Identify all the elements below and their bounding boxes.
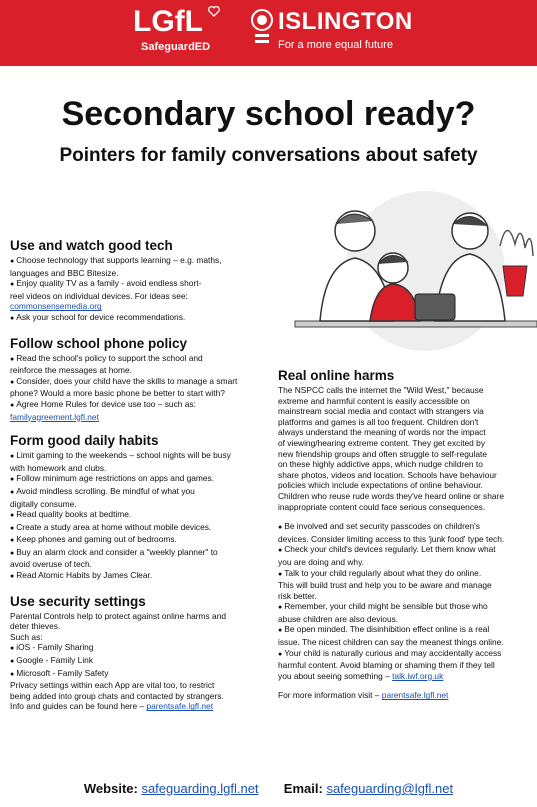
bullet-icon: ●: [10, 281, 15, 289]
text-line: mainstream social media and contact with strangers via: [278, 406, 484, 417]
bullet-icon: ●: [10, 258, 15, 265]
text-line: This will build trust and help you to be aware and manage: [278, 580, 492, 591]
bullet-icon: ●: [278, 650, 283, 658]
bullet-icon: ●: [10, 355, 15, 363]
text-line: policies which include expectations of online behaviour.: [278, 480, 483, 491]
section-good-tech: [10, 238, 272, 325]
bullet-item: ● Read Atomic Habits by James Clear.: [10, 570, 153, 581]
family-illustration: [275, 186, 537, 352]
footer-contact: [0, 780, 537, 798]
section-heading: Follow school phone policy: [10, 335, 188, 351]
bullet-icon: ●: [10, 537, 15, 545]
right-column: [278, 368, 532, 701]
bullet-icon: ●: [10, 549, 15, 557]
text-line: inappropriate content could face serious consequences.: [278, 501, 486, 512]
bullet-item: ● Talk to your child regularly about what they do online.: [278, 567, 482, 578]
text-line: languages and BBC Bitesize.: [10, 267, 119, 278]
section-heading: Use and watch good tech: [10, 238, 173, 253]
section-heading: Real online harms: [278, 368, 395, 383]
lgfl-wordmark: LGfL: [133, 5, 203, 38]
text-line: issue. The nicest children can say the meanest things online.: [278, 637, 504, 648]
text-line: always understand the meaning of words nor the impact: [278, 427, 486, 438]
section-daily-habits: [10, 433, 272, 583]
parentsafe-link[interactable]: parentsafe.lgfl.net: [146, 701, 214, 712]
harms-paragraph: [278, 385, 532, 512]
bullet-icon: ●: [10, 670, 15, 678]
bullet-item: ● Limit gaming to the weekends – school nights will be busy: [10, 450, 231, 461]
commonsense-link[interactable]: commonsensemedia.org: [10, 301, 102, 312]
text-line: Parental Controls help to protect against online harms and: [10, 610, 227, 621]
page-title: Secondary school ready?: [61, 95, 476, 133]
bullet-icon: ●: [10, 573, 15, 581]
bullet-icon: ●: [10, 645, 15, 653]
page-subtitle: Pointers for family conversations about safety: [59, 145, 478, 166]
text-line: reinforce the messages at home.: [10, 365, 132, 376]
familyagreement-link[interactable]: familyagreement.lgfl.net: [10, 411, 99, 422]
bullet-item: ● Avoid mindless scrolling. Be mindful of what you: [10, 485, 195, 496]
bullet-item: ● Follow minimum age restrictions on apps and games.: [10, 473, 215, 484]
text-line: abuse children are also devious.: [278, 613, 399, 624]
bullet-item: ● Buy an alarm clock and consider a "weekly planner" to: [10, 546, 218, 557]
email-label: Email:: [283, 781, 323, 796]
text-line: Info and guides can be found here – parentsafe.lgfl.net: [10, 701, 214, 712]
bullet-icon: ●: [278, 524, 283, 532]
section-phone-policy: [10, 336, 272, 423]
bullet-item: ● Read the school's policy to support the school and: [10, 352, 203, 363]
islington-crest-icon: [250, 6, 274, 54]
text-line: extreme and harmful content is easily accessible on: [278, 395, 470, 406]
text-line: platforms and games is all too frequent. Children don't: [278, 416, 479, 427]
bullet-icon: ●: [10, 476, 15, 484]
bullet-item: ● Remember, your child might be sensible but those who: [278, 601, 488, 612]
islington-logo: [250, 6, 450, 58]
text-line: share photos, videos and location. Schools have behaviour: [278, 469, 497, 480]
lgfl-subtitle: SafeguardED: [141, 41, 211, 53]
parentsafe-link-footer[interactable]: parentsafe.lgfl.net: [381, 690, 449, 701]
header-banner: [0, 0, 537, 66]
lgfl-logo: [133, 4, 225, 60]
bullet-icon: ●: [10, 658, 15, 666]
text-line: you are doing and why.: [278, 556, 364, 567]
text-line: phone? Would a more basic phone be better to start with?: [10, 388, 225, 399]
website-label: Website:: [83, 781, 138, 796]
text-line: avoid overuse of tech.: [10, 559, 92, 570]
text-line: new friendship groups and often struggle to self-regulate: [278, 448, 488, 459]
iwf-link[interactable]: talk.iwf.org.uk: [392, 670, 444, 681]
bullet-item: ● Microsoft - Family Safety: [10, 667, 109, 678]
text-line: deter thieves.: [10, 621, 61, 632]
bullet-item: ● Check your child's devices regularly. Let them know what: [278, 544, 496, 555]
website-link[interactable]: safeguarding.lgfl.net: [141, 781, 259, 796]
bullet-item: ● iOS - Family Sharing: [10, 642, 94, 653]
text-line: The NSPCC calls the internet the "Wild West," because: [278, 385, 484, 395]
text-line: being added into group chats and contacted by strangers.: [10, 690, 224, 701]
bullet-item: ● Ask your school for device recommendations.: [10, 311, 186, 322]
text-line: Privacy settings within each App are vital too, to restrict: [10, 680, 215, 691]
text-line: devices. Consider limiting access to this 'junk food' type tech.: [278, 533, 505, 544]
text-line: [10, 301, 272, 312]
bullet-item: ● Google - Family Link: [10, 655, 94, 666]
text-line: risk better.: [278, 590, 317, 601]
bullet-item: ● Consider, does your child have the skills to manage a smart: [10, 375, 238, 386]
bullet-icon: ●: [278, 604, 283, 612]
bullet-icon: ●: [10, 512, 15, 520]
islington-wordmark: ISLINGTON: [278, 8, 413, 35]
left-column: [10, 238, 272, 723]
heart-icon: [208, 6, 220, 17]
email-link[interactable]: safeguarding@lgfl.net: [326, 781, 454, 796]
bullet-icon: ●: [10, 524, 15, 532]
bullet-item: ● Keep phones and gaming out of bedrooms.: [10, 534, 177, 545]
bullet-item: ● Create a study area at home without mobile devices.: [10, 521, 212, 532]
bullet-icon: ●: [10, 488, 15, 496]
text-line: you about seeing something – talk.iwf.org.uk: [278, 670, 444, 681]
text-line: of viewing/hearing extreme content. They get excited by: [278, 437, 486, 448]
bullet-icon: ●: [278, 570, 283, 578]
bullet-icon: ●: [10, 314, 15, 322]
bullet-icon: ●: [10, 453, 15, 461]
islington-tagline: For a more equal future: [278, 39, 393, 51]
section-heading: Form good daily habits: [10, 433, 159, 449]
bullet-icon: ●: [278, 547, 283, 555]
bullet-item: ● Read quality books at bedtime.: [10, 509, 132, 520]
bullet-item: ● Choose technology that supports learning – e.g. maths,: [10, 255, 222, 265]
bullet-icon: ●: [10, 401, 15, 409]
text-line: [10, 412, 272, 423]
bullet-item: ● Be open minded. The disinhibition effect online is a real: [278, 624, 490, 635]
section-security-settings: [10, 594, 272, 712]
more-info-line: For more information visit – parentsafe.lgfl.net: [278, 690, 449, 701]
bullet-item: ● Be involved and set security passcodes on children's: [278, 521, 480, 532]
section-heading: Use security settings: [10, 593, 146, 609]
text-line: Children who reuse rude words they've heard online or share: [278, 490, 504, 501]
text-line: digitally consume.: [10, 498, 77, 509]
bullet-item: ● Enjoy quality TV as a family - avoid endless short-: [10, 278, 202, 289]
bullet-icon: ●: [278, 627, 283, 635]
text-line: on these highly addictive apps, which nudge children to: [278, 459, 483, 470]
bullet-item: ● Your child is naturally curious and may accidentally access: [278, 647, 502, 658]
text-line: harmful content. Avoid blaming or shaming them if they tell: [278, 660, 495, 671]
bullet-icon: ●: [10, 378, 15, 386]
text-line: reel videos on individual devices. For ideas see:: [10, 290, 188, 301]
text-line: Such as:: [10, 631, 43, 642]
bullet-item: ● Agree Home Rules for device use too – such as:: [10, 398, 196, 409]
text-line: with homework and clubs.: [10, 462, 107, 473]
